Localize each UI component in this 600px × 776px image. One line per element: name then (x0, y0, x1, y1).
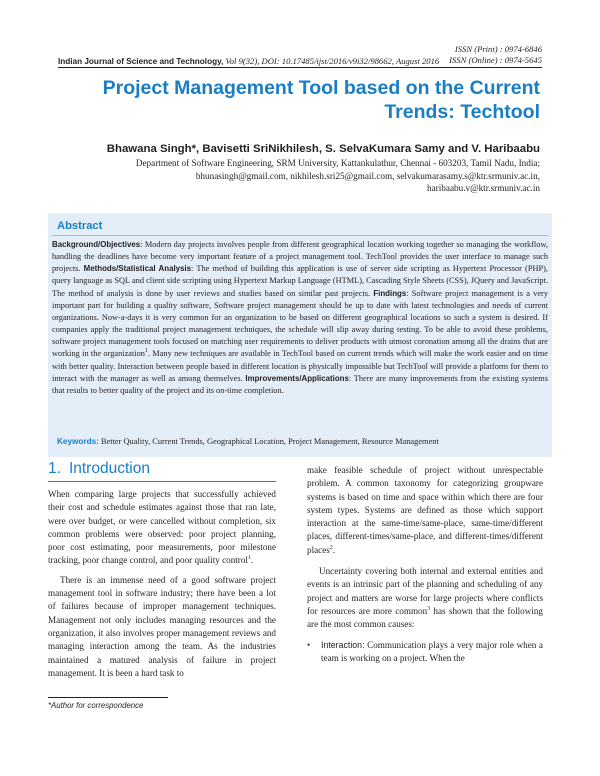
reference-marker: 1 (144, 348, 148, 355)
abstract-label-methods: Methods/Statistical Analysis (83, 264, 192, 274)
paragraph-end: . (250, 555, 254, 566)
affiliation (80, 157, 540, 195)
abstract-text-findings-cont: . Many new techniques are available in TechTool based on current trends which will make the work easier and on time with better quality. Interaction between people based in different location is physically impossible but TechTool will provide a platform for them to interact with the manager as well as among themselves. (52, 349, 548, 383)
abstract-divider (52, 235, 548, 236)
abstract-text-findings: : Software project management is a very important part for building a quality software, Software project management should be up to date with latest technologies and needs of current organizations. Now-a-days it is very common for an organization to be based on different geographical locations so such a system is desired. If companies apply the traditional project management techniques, the schedule will slip away during testing. To be able to avoid these problems, software project management tools focused on matching user requirements to deliver products with utmost coronation among all the drains that are working in the organization (52, 288, 548, 359)
right-column (307, 464, 543, 665)
paragraph-text: make feasible schedule of project without unrespectable problem. A common taxonomy for categorizing groupware systems is based on time and space within which there are four system types. Systems are defined as those which support interaction at the same-time/same-place, same-time/different places, different-times/same-place, and different-times/different places (307, 465, 543, 555)
author-list: Bhawana Singh*, Bavisetti SriNikhilesh, S. SelvaKumara Samy and V. Haribaabu (106, 143, 540, 155)
paragraph-text: When comparing large projects that successfully achieved their cost and schedule estimates against those that ran late, were over budget, or were cancelled without completion, six common problems were observed: poor project planning, poor cost estimating, poor measurements, poor milestone tracking, poor change control, and poor quality control (48, 489, 276, 566)
abstract-text-methods: : The method of building this application is use of server side scripting as Hypertext Processor (PHP), query language as SQL and client side scripting using Hypertext Markup Language (HTML), Cascading Style Sheets (CSS), JQuery and JavaScript. The method of analysis is done by user reviews and studies based on similar past projects. (52, 264, 549, 298)
abstract-text-background: : Modern day projects involves people from different geographical location working together so managing the workflow, handling the deadlines have become very important feature of a project management tool. TechTool provides the user interface to manage such projects. (52, 240, 548, 274)
abstract-heading: Abstract (57, 220, 103, 232)
paragraph-end: . (332, 544, 335, 555)
title-line-1: Project Management Tool based on the Current (102, 77, 540, 99)
section-heading (48, 460, 150, 478)
section-number: 1. (48, 460, 61, 477)
footnote-rule (48, 697, 168, 698)
paragraph-text: Uncertainty covering both internal and external entities and events is an intrinsic part of the planning and scheduling of any project and matters are worse for large projects where conflicts for resources are more common (307, 566, 543, 616)
affiliation-line-1: Department of Software Engineering, SRM University, Kattankulathur, Chennai - 603203, Tamil Nadu, India; (135, 158, 540, 168)
journal-citation (58, 56, 438, 66)
bullet-icon: • (307, 639, 311, 650)
reference-marker: 3 (427, 605, 431, 612)
section-title: Introduction (68, 460, 150, 477)
abstract-text-improvements: : There are many improvements from the existing systems that results to better quality of the project and its on-time completion. (52, 373, 548, 395)
list-item (307, 639, 543, 666)
reference-marker: 2 (329, 544, 333, 551)
section-rule (48, 481, 276, 482)
abstract-body (52, 239, 548, 397)
citation-details: Vol 9(32), DOI: 10.17485/ijst/2016/v9i32/98662, August 2016 (223, 56, 440, 66)
footnote: *Author for correspondence (48, 701, 144, 710)
paper-title (80, 77, 540, 124)
keywords-label: Keywords: (57, 437, 99, 446)
affiliation-line-3: haribaabu.v@ktr.srmuniv.ac.in (427, 183, 540, 193)
header-rule (58, 67, 542, 68)
issn-print: ISSN (Print) : 0974-6846 (454, 44, 542, 54)
title-line-2: Trends: Techtool (384, 100, 540, 123)
abstract-label-improvements: Improvements/Applications (245, 373, 349, 383)
bullet-text: Communication plays a very major role when a team is working on a project. When the (321, 639, 543, 663)
left-column (48, 488, 276, 680)
paragraph: There is an immense need of a good software project management tool in software industry; there have been a lot of failures because of improper management techniques. Management not only includes managing resources and the organization, it also involves proper management reviews and managing interaction among the team. As the industries maintained a matured analysis of failure in project management. It is been a hard task to (48, 574, 276, 678)
keywords (57, 437, 547, 446)
issn-online: ISSN (Online) : 0974-5645 (449, 54, 542, 65)
abstract-label-background: Background/Objectives (52, 240, 141, 249)
paragraph (48, 488, 276, 568)
paragraph (307, 565, 543, 631)
affiliation-line-2: bhunasingh@gmail.com, nikhilesh.sri25@gmail.com, selvakumarasamy.s@ktr.srmuniv.ac.in, (195, 170, 540, 181)
paragraph-text-cont: has shown that the following are the most common causes: (307, 605, 543, 630)
paragraph (307, 464, 543, 557)
reference-marker: 1 (247, 555, 251, 562)
keywords-text: Better Quality, Current Trends, Geographical Location, Project Management, Resource Management (98, 437, 439, 446)
bullet-label: Interaction: (321, 639, 365, 650)
journal-name: Indian Journal of Science and Technology, (58, 57, 224, 66)
abstract-label-findings: Findings (373, 288, 407, 298)
